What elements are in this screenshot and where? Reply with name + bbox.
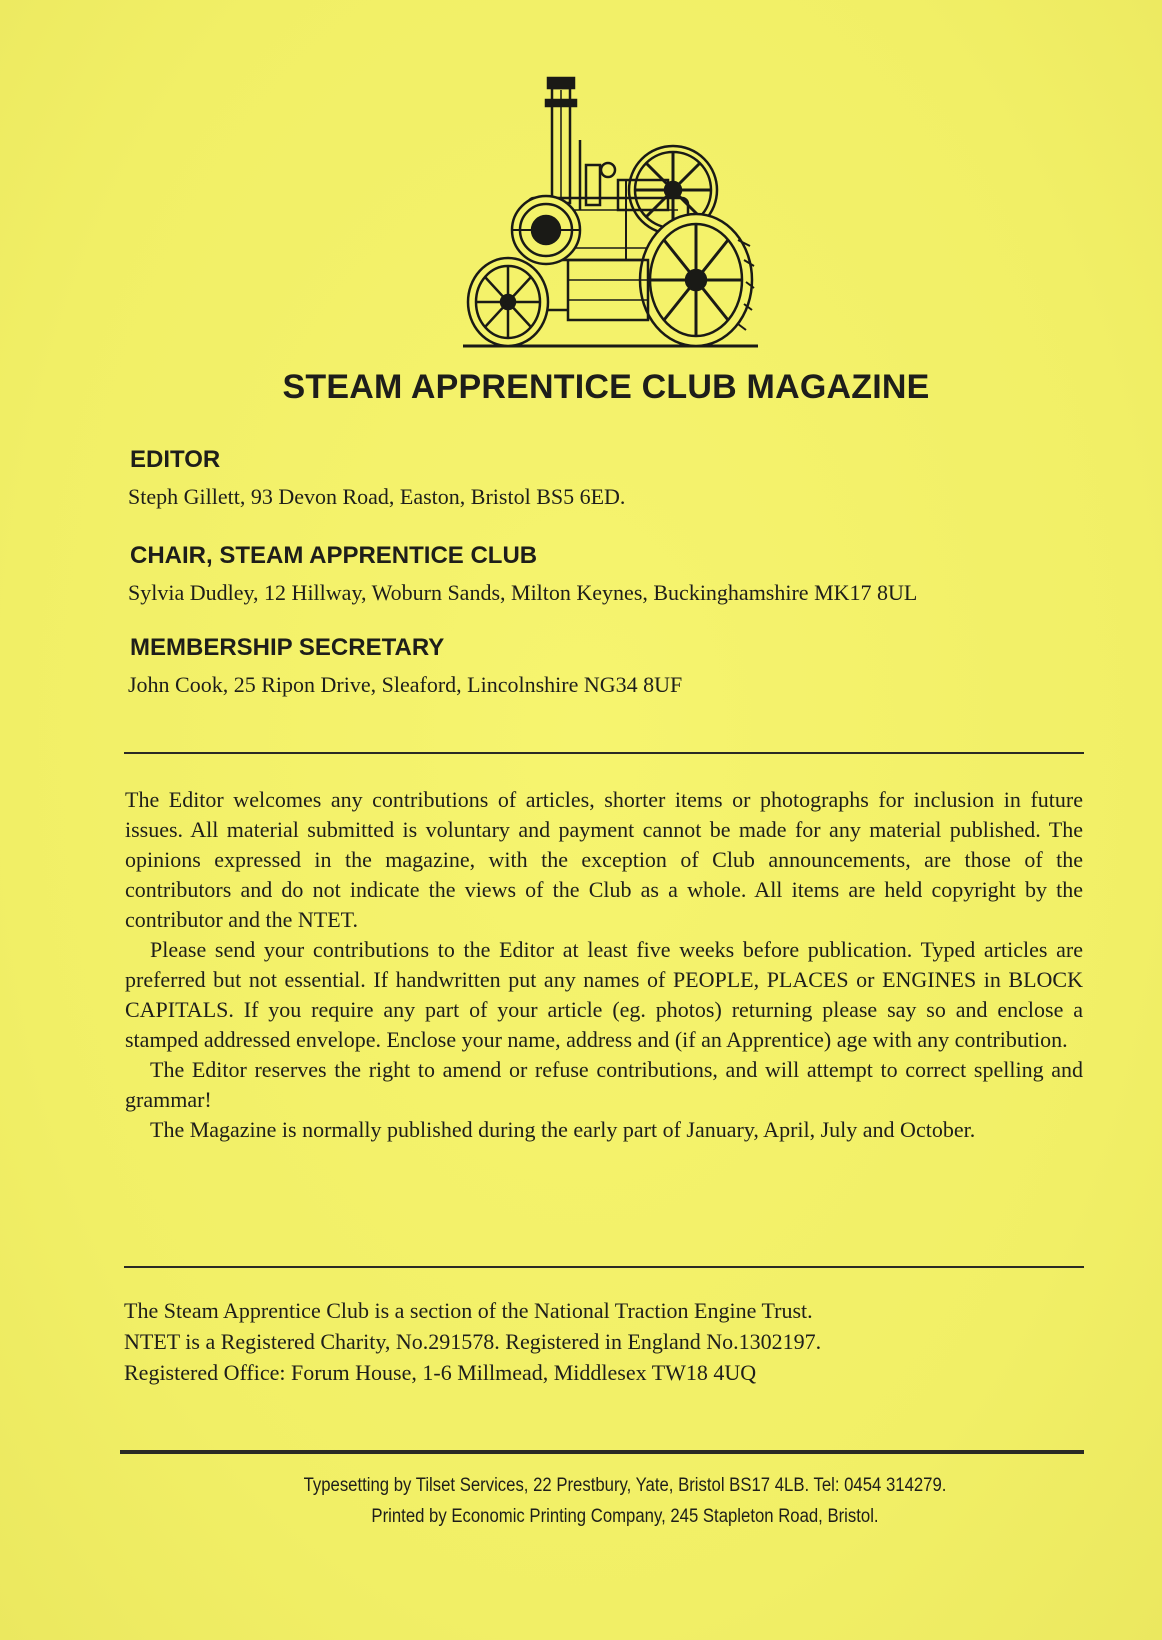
editor-heading: EDITOR — [130, 446, 221, 473]
notes-paragraph: Please send your contributions to the Editor at least five weeks before publication. Typed articles are preferred but not essential. If handwritten put any names of PEOPLE, PLACES or ENGINES in BLOCK CAPITALS. If you require any part of your article (eg. photos) returning please say so and enclose a stamped addressed envelope. Enclose your name, address and (if an Apprentice) age with any contribution. — [125, 937, 1083, 1052]
chair-heading: CHAIR, STEAM APPRENTICE CLUB — [130, 542, 538, 569]
traction-engine-icon — [458, 70, 766, 355]
chair-address: Sylvia Dudley, 12 Hillway, Woburn Sands, Milton Keynes, Buckinghamshire MK17 8UL — [128, 580, 918, 605]
membership-secretary-heading: MEMBERSHIP SECRETARY — [130, 634, 445, 661]
registration-line: Registered Office: Forum House, 1-6 Millmead, Middlesex TW18 4UQ — [124, 1360, 757, 1385]
notes-paragraph: The Editor welcomes any contributions of articles, shorter items or photographs for inclusion in future issues. All material submitted is voluntary and payment cannot be made for any material published. The opinions expressed in the magazine, with the exception of Club announcements, are those of the contributors and do not indicate the views of the Club as a whole. All items are held copyright by the contributor and the NTET. — [125, 787, 1083, 932]
divider — [124, 1266, 1084, 1268]
printer-credits — [70, 1470, 1093, 1532]
registration-line: The Steam Apprentice Club is a section of the National Traction Engine Trust. — [124, 1298, 813, 1323]
printing-credit: Printed by Economic Printing Company, 245 Stapleton Road, Bristol. — [371, 1506, 879, 1527]
registration-line: NTET is a Registered Charity, No.291578. Registered in England No.1302197. — [124, 1329, 822, 1354]
footer-divider — [120, 1450, 1084, 1454]
registration-info — [124, 1295, 821, 1388]
divider — [124, 752, 1084, 754]
notes-paragraph: The Editor reserves the right to amend or refuse contributions, and will attempt to correct spelling and grammar! — [125, 1057, 1083, 1112]
notes-paragraph: The Magazine is normally published during the early part of January, April, July and October. — [150, 1117, 976, 1142]
contributions-notes — [125, 785, 1083, 1145]
membership-secretary-address: John Cook, 25 Ripon Drive, Sleaford, Lincolnshire NG34 8UF — [128, 672, 683, 697]
magazine-title: STEAM APPRENTICE CLUB MAGAZINE — [282, 368, 930, 406]
editor-address: Steph Gillett, 93 Devon Road, Easton, Bristol BS5 6ED. — [128, 484, 626, 509]
typesetting-credit: Typesetting by Tilset Services, 22 Prestbury, Yate, Bristol BS17 4LB. Tel: 0454 314279. — [303, 1475, 947, 1496]
